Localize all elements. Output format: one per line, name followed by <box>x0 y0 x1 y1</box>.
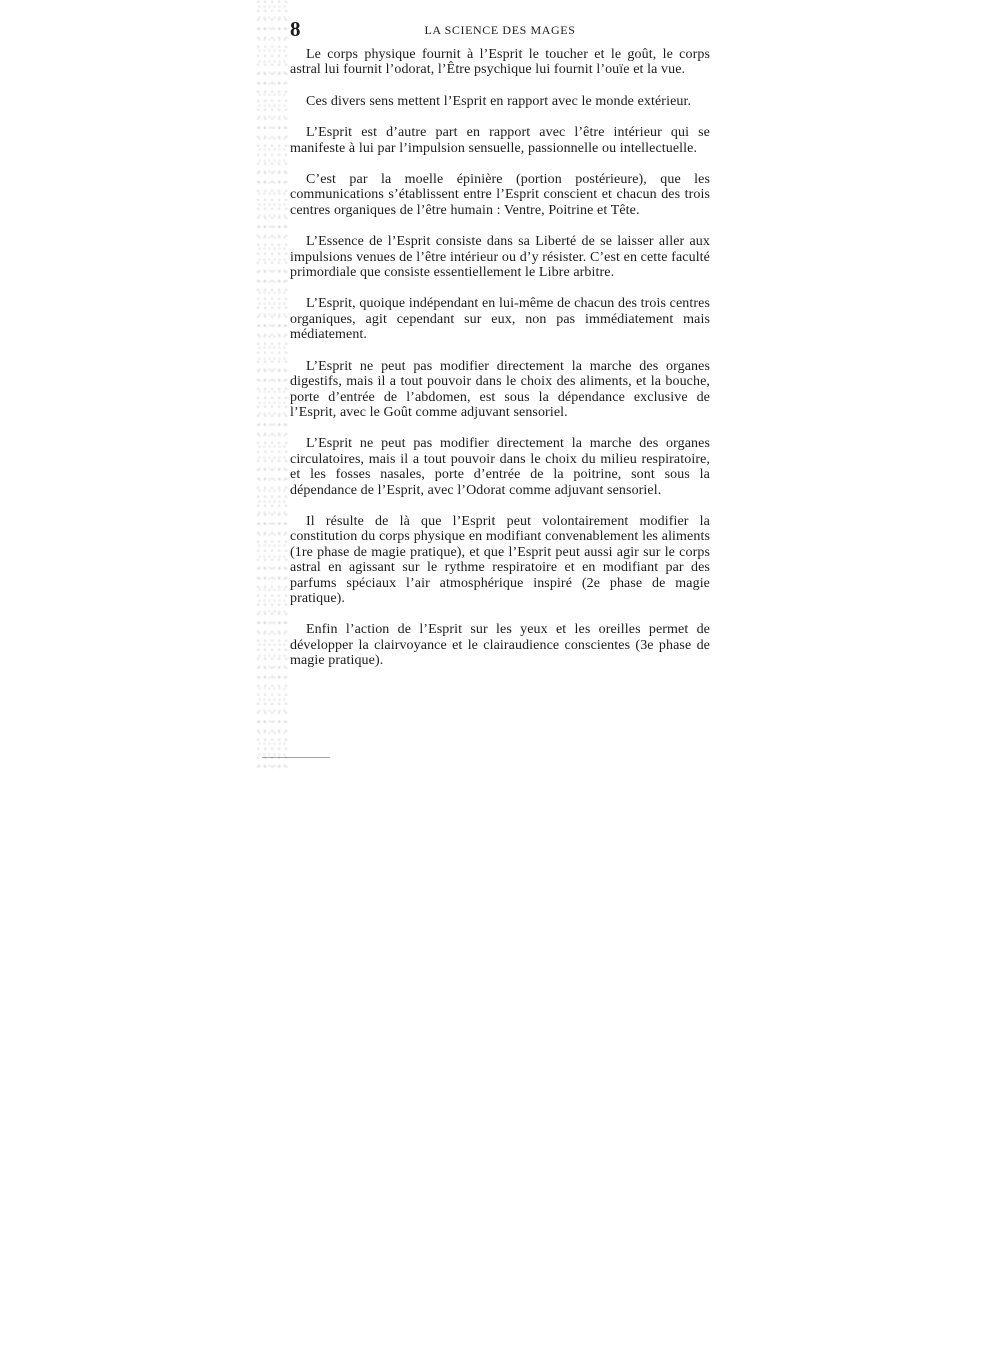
paragraph-7: L’Esprit ne peut pas modifier directement la marche des organes digestifs, mais il a tout pouvoir dans le choix des aliments, et la bouche, porte d’entrée de l’abdomen, est sous la dépendance exclusive de l’Esprit, avec le Goût comme adjuvant sensoriel. <box>290 358 710 420</box>
paragraph-2: Ces divers sens mettent l’Esprit en rapport avec le monde extérieur. <box>306 93 692 109</box>
body-text <box>290 47 710 685</box>
page-number: 8 <box>290 17 301 41</box>
paragraph-5: L’Essence de l’Esprit consiste dans sa Liberté de se laisser aller aux impulsions venues de l’être intérieur ou d’y résister. C’est en cette faculté primordiale que consiste essentiellement le Libre arbitre. <box>290 234 710 281</box>
paragraph-8: L’Esprit ne peut pas modifier directement la marche des organes circulatoires, mais il a tout pouvoir dans le choix du milieu respiratoire, et les fosses nasales, porte d’entrée de la poitrine, sont sous la dépendance de l’Esprit, avec l’Odorat comme adjuvant sensoriel. <box>290 436 710 498</box>
page-header <box>290 18 710 40</box>
paragraph-10: Enfin l’action de l’Esprit sur les yeux et les oreilles permet de développer la clairvoyance et le clairaudience conscientes (3e phase de magie pratique). <box>290 622 710 669</box>
paragraph-3: L’Esprit est d’autre part en rapport avec l’être intérieur qui se manifeste à lui par l’impulsion sensuelle, passionnelle ou intellectuelle. <box>290 125 710 156</box>
running-title: LA SCIENCE DES MAGES <box>424 23 576 37</box>
paragraph-4: C’est par la moelle épinière (portion postérieure), que les communications s’établissent entre l’Esprit conscient et chacun des trois centres organiques de l’être humain : Ventre, Poitrine et Tête. <box>290 172 710 218</box>
scan-gutter-shadow <box>256 0 288 770</box>
paragraph-9: Il résulte de là que l’Esprit peut volontairement modifier la constitution du corps physique en modifiant convenablement les aliments (1re phase de magie pratique), et que l’Esprit peut aussi agir sur le corps astral en agissant sur le rythme respiratoire et en modifiant par des parfums spéciaux l’air atmosphérique inspiré (2e phase de magie pratique). <box>290 513 710 606</box>
paragraph-6: L’Esprit, quoique indépendant en lui-même de chacun des trois centres organiques, agit cependant sur eux, non pas immédiatement mais médiatement. <box>290 296 710 343</box>
scan-bottom-mark <box>262 757 330 758</box>
paragraph-1: Le corps physique fournit à l’Esprit le toucher et le goût, le corps astral lui fournit l’odorat, l’Être psychique lui fournit l’ouïe et la vue. <box>290 47 710 78</box>
